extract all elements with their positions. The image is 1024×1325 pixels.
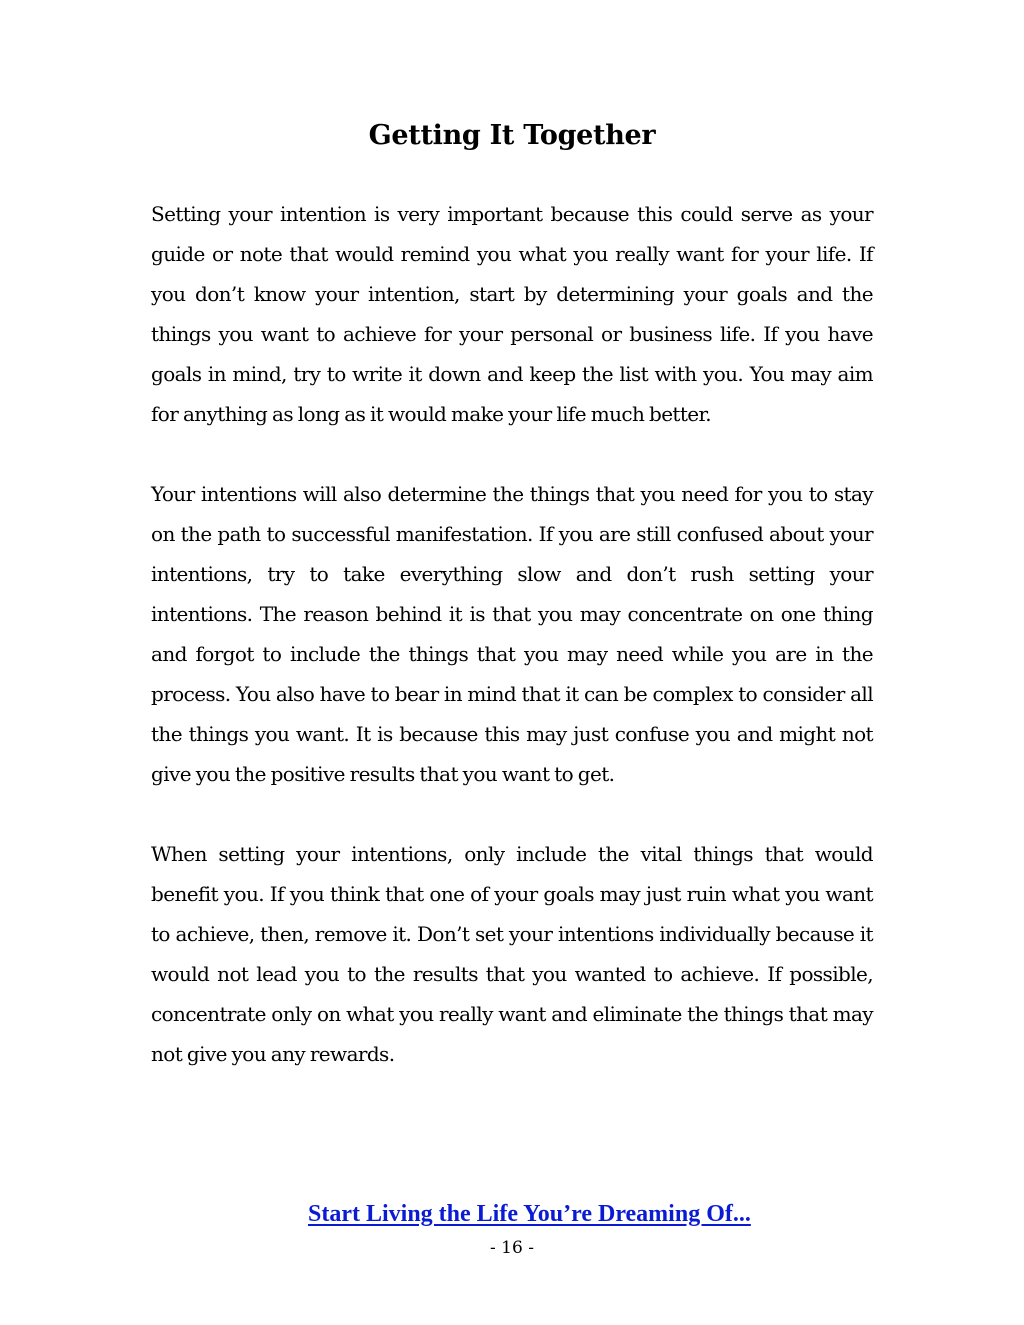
page-number: - 16 -	[490, 1238, 534, 1258]
start-living-link[interactable]: Start Living the Life You’re Dreaming Of...	[308, 1201, 751, 1227]
page-title: Getting It Together	[368, 120, 656, 151]
paragraph-3: When setting your intentions, only include the vital things that would benefit you. If you think that one of your goals may just ruin what you want to achieve, then, remove it. Don’t set your intentions individually because it would not lead you to the results that you wanted to achieve. If possible, concentrate only on what you really want and eliminate the things that may not give you any rewards.	[151, 842, 873, 1066]
body-text	[151, 194, 873, 1114]
paragraph-2: Your intentions will also determine the things that you need for you to stay on the path to successful manifestation. If you are still confused about your intentions, try to take everything slow and don’t rush setting your intentions. The reason behind it is that you may concentrate on one thing and forgot to include the things that you may need while you are in the process. You also have to bear in mind that it can be complex to consider all the things you want. It is because this may just confuse you and might not give you the positive results that you want to get.	[151, 482, 873, 786]
paragraph-1: Setting your intention is very important because this could serve as your guide or note that would remind you what you really want for your life. If you don’t know your intention, start by determining your goals and the things you want to achieve for your personal or business life. If you have goals in mind, try to write it down and keep the list with you. You may aim for anything as long as it would make your life much better.	[151, 202, 873, 426]
